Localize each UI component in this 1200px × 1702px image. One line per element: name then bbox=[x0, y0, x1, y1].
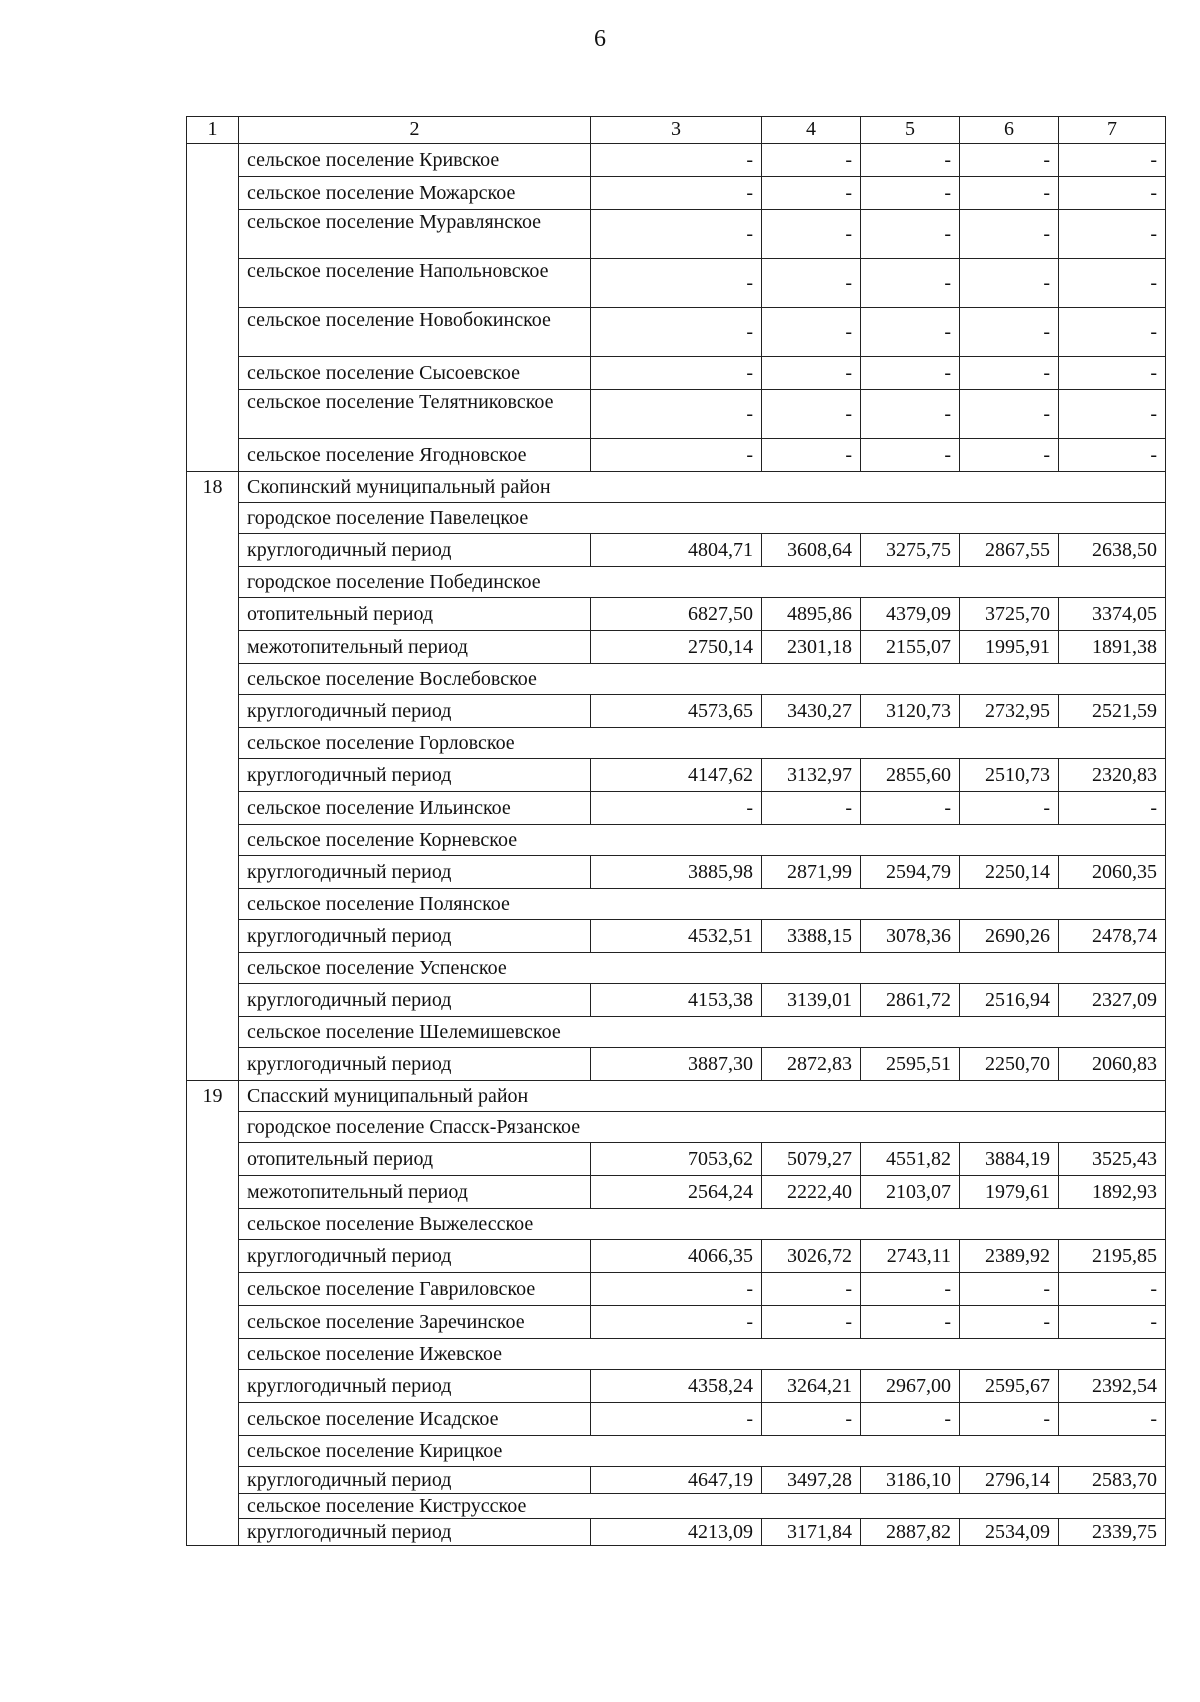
table-row bbox=[187, 177, 1166, 210]
value-cell: 2250,70 bbox=[960, 1048, 1059, 1081]
table-row bbox=[187, 1370, 1166, 1403]
value-cell: 2743,11 bbox=[861, 1240, 960, 1273]
value-cell: - bbox=[762, 308, 861, 357]
value-cell: - bbox=[1059, 439, 1166, 472]
value-cell: 2339,75 bbox=[1059, 1519, 1166, 1546]
row-label: Скопинский муниципальный район bbox=[239, 472, 1166, 503]
value-cell: 2521,59 bbox=[1059, 695, 1166, 728]
row-label: отопительный период bbox=[239, 1143, 591, 1176]
row-label: городское поселение Побединское bbox=[239, 567, 1166, 598]
value-cell: - bbox=[960, 210, 1059, 259]
value-cell: 2155,07 bbox=[861, 631, 960, 664]
value-cell: - bbox=[762, 177, 861, 210]
value-cell: 3132,97 bbox=[762, 759, 861, 792]
table-row bbox=[187, 1403, 1166, 1436]
value-cell: 3884,19 bbox=[960, 1143, 1059, 1176]
row-label: сельское поселение Успенское bbox=[239, 953, 1166, 984]
row-label: сельское поселение Муравлянское bbox=[239, 210, 591, 259]
value-cell: - bbox=[1059, 357, 1166, 390]
value-cell: 2887,82 bbox=[861, 1519, 960, 1546]
value-cell: 2638,50 bbox=[1059, 534, 1166, 567]
table-row bbox=[187, 598, 1166, 631]
value-cell: - bbox=[591, 144, 762, 177]
table-row bbox=[187, 144, 1166, 177]
row-label: круглогодичный период bbox=[239, 920, 591, 953]
value-cell: 3430,27 bbox=[762, 695, 861, 728]
row-label: сельское поселение Можарское bbox=[239, 177, 591, 210]
value-cell: - bbox=[762, 1403, 861, 1436]
section-row bbox=[187, 1209, 1166, 1240]
row-label: сельское поселение Вослебовское bbox=[239, 664, 1166, 695]
value-cell: 4066,35 bbox=[591, 1240, 762, 1273]
section-row bbox=[187, 1436, 1166, 1467]
table-row bbox=[187, 1467, 1166, 1494]
value-cell: 4573,65 bbox=[591, 695, 762, 728]
section-row bbox=[187, 1494, 1166, 1519]
value-cell: - bbox=[861, 1306, 960, 1339]
value-cell: 2861,72 bbox=[861, 984, 960, 1017]
row-number-cell: 19 bbox=[187, 1081, 239, 1546]
row-label: круглогодичный период bbox=[239, 1370, 591, 1403]
row-label: круглогодичный период bbox=[239, 1519, 591, 1546]
row-label: сельское поселение Телятниковское bbox=[239, 390, 591, 439]
value-cell: - bbox=[960, 390, 1059, 439]
value-cell: - bbox=[1059, 177, 1166, 210]
value-cell: 3887,30 bbox=[591, 1048, 762, 1081]
value-cell: 1891,38 bbox=[1059, 631, 1166, 664]
value-cell: - bbox=[591, 390, 762, 439]
value-cell: 2222,40 bbox=[762, 1176, 861, 1209]
row-label: круглогодичный период bbox=[239, 1467, 591, 1494]
row-label: межотопительный период bbox=[239, 631, 591, 664]
value-cell: - bbox=[960, 1306, 1059, 1339]
section-row bbox=[187, 953, 1166, 984]
value-cell: - bbox=[861, 792, 960, 825]
value-cell: 3725,70 bbox=[960, 598, 1059, 631]
value-cell: 3388,15 bbox=[762, 920, 861, 953]
value-cell: - bbox=[762, 792, 861, 825]
value-cell: 4153,38 bbox=[591, 984, 762, 1017]
value-cell: 5079,27 bbox=[762, 1143, 861, 1176]
value-cell: 3078,36 bbox=[861, 920, 960, 953]
value-cell: 2564,24 bbox=[591, 1176, 762, 1209]
value-cell: - bbox=[591, 439, 762, 472]
row-label: сельское поселение Полянское bbox=[239, 889, 1166, 920]
row-label: круглогодичный период bbox=[239, 534, 591, 567]
row-label: круглогодичный период bbox=[239, 1048, 591, 1081]
value-cell: - bbox=[861, 439, 960, 472]
section-row bbox=[187, 889, 1166, 920]
value-cell: - bbox=[861, 1403, 960, 1436]
table-row bbox=[187, 1519, 1166, 1546]
value-cell: - bbox=[591, 357, 762, 390]
table-row bbox=[187, 856, 1166, 889]
row-label: Спасский муниципальный район bbox=[239, 1081, 1166, 1112]
table-row bbox=[187, 1048, 1166, 1081]
row-label: сельское поселение Исадское bbox=[239, 1403, 591, 1436]
row-label: отопительный период bbox=[239, 598, 591, 631]
value-cell: 3171,84 bbox=[762, 1519, 861, 1546]
value-cell: - bbox=[1059, 1403, 1166, 1436]
value-cell: - bbox=[591, 210, 762, 259]
value-cell: - bbox=[591, 1403, 762, 1436]
value-cell: - bbox=[960, 357, 1059, 390]
row-label: сельское поселение Ягодновское bbox=[239, 439, 591, 472]
header-cell: 3 bbox=[591, 117, 762, 144]
value-cell: - bbox=[861, 390, 960, 439]
value-cell: - bbox=[960, 177, 1059, 210]
value-cell: 1979,61 bbox=[960, 1176, 1059, 1209]
row-number-cell: 18 bbox=[187, 472, 239, 1081]
row-label: сельское поселение Ильинское bbox=[239, 792, 591, 825]
row-label: круглогодичный период bbox=[239, 856, 591, 889]
row-label: сельское поселение Корневское bbox=[239, 825, 1166, 856]
value-cell: - bbox=[861, 210, 960, 259]
value-cell: 2595,67 bbox=[960, 1370, 1059, 1403]
table-row bbox=[187, 631, 1166, 664]
value-cell: 2060,35 bbox=[1059, 856, 1166, 889]
row-label: сельское поселение Выжелесское bbox=[239, 1209, 1166, 1240]
value-cell: 2583,70 bbox=[1059, 1467, 1166, 1494]
value-cell: 2327,09 bbox=[1059, 984, 1166, 1017]
value-cell: 2872,83 bbox=[762, 1048, 861, 1081]
value-cell: 3608,64 bbox=[762, 534, 861, 567]
row-label: сельское поселение Гавриловское bbox=[239, 1273, 591, 1306]
row-label: сельское поселение Ижевское bbox=[239, 1339, 1166, 1370]
value-cell: - bbox=[591, 1273, 762, 1306]
row-label: сельское поселение Новобокинское bbox=[239, 308, 591, 357]
value-cell: - bbox=[1059, 259, 1166, 308]
value-cell: - bbox=[861, 357, 960, 390]
row-label: сельское поселение Горловское bbox=[239, 728, 1166, 759]
value-cell: 2855,60 bbox=[861, 759, 960, 792]
section-row bbox=[187, 1081, 1166, 1112]
table-row bbox=[187, 259, 1166, 308]
value-cell: - bbox=[861, 177, 960, 210]
value-cell: - bbox=[762, 210, 861, 259]
row-label: городское поселение Спасск-Рязанское bbox=[239, 1112, 1166, 1143]
value-cell: 3525,43 bbox=[1059, 1143, 1166, 1176]
value-cell: - bbox=[1059, 390, 1166, 439]
value-cell: 2389,92 bbox=[960, 1240, 1059, 1273]
header-cell: 7 bbox=[1059, 117, 1166, 144]
table-row bbox=[187, 1240, 1166, 1273]
value-cell: - bbox=[762, 390, 861, 439]
row-label: сельское поселение Сысоевское bbox=[239, 357, 591, 390]
value-cell: 2867,55 bbox=[960, 534, 1059, 567]
row-label: сельское поселение Кирицкое bbox=[239, 1436, 1166, 1467]
value-cell: - bbox=[591, 308, 762, 357]
row-label: круглогодичный период bbox=[239, 759, 591, 792]
table-row bbox=[187, 390, 1166, 439]
table-row bbox=[187, 357, 1166, 390]
header-cell: 1 bbox=[187, 117, 239, 144]
value-cell: 2478,74 bbox=[1059, 920, 1166, 953]
value-cell: - bbox=[591, 792, 762, 825]
value-cell: - bbox=[1059, 308, 1166, 357]
row-label: круглогодичный период bbox=[239, 695, 591, 728]
value-cell: - bbox=[960, 792, 1059, 825]
value-cell: 3120,73 bbox=[861, 695, 960, 728]
table-row bbox=[187, 534, 1166, 567]
table-row bbox=[187, 759, 1166, 792]
value-cell: - bbox=[861, 1273, 960, 1306]
value-cell: - bbox=[1059, 792, 1166, 825]
value-cell: 4647,19 bbox=[591, 1467, 762, 1494]
value-cell: 2392,54 bbox=[1059, 1370, 1166, 1403]
value-cell: 2060,83 bbox=[1059, 1048, 1166, 1081]
value-cell: 3139,01 bbox=[762, 984, 861, 1017]
row-label: круглогодичный период bbox=[239, 984, 591, 1017]
header-row bbox=[187, 117, 1166, 144]
row-label: городское поселение Павелецкое bbox=[239, 503, 1166, 534]
table-row bbox=[187, 1306, 1166, 1339]
value-cell: - bbox=[1059, 144, 1166, 177]
header-cell: 4 bbox=[762, 117, 861, 144]
value-cell: 3186,10 bbox=[861, 1467, 960, 1494]
row-label: сельское поселение Шелемишевское bbox=[239, 1017, 1166, 1048]
table-row bbox=[187, 984, 1166, 1017]
value-cell: - bbox=[861, 308, 960, 357]
row-label: межотопительный период bbox=[239, 1176, 591, 1209]
table-row bbox=[187, 308, 1166, 357]
value-cell: 2750,14 bbox=[591, 631, 762, 664]
header-cell: 5 bbox=[861, 117, 960, 144]
value-cell: 2195,85 bbox=[1059, 1240, 1166, 1273]
section-row bbox=[187, 472, 1166, 503]
value-cell: - bbox=[861, 144, 960, 177]
value-cell: 2594,79 bbox=[861, 856, 960, 889]
value-cell: - bbox=[960, 308, 1059, 357]
value-cell: 2871,99 bbox=[762, 856, 861, 889]
value-cell: 2732,95 bbox=[960, 695, 1059, 728]
value-cell: - bbox=[762, 144, 861, 177]
section-row bbox=[187, 1112, 1166, 1143]
value-cell: 2301,18 bbox=[762, 631, 861, 664]
value-cell: 1892,93 bbox=[1059, 1176, 1166, 1209]
value-cell: 2967,00 bbox=[861, 1370, 960, 1403]
value-cell: 2595,51 bbox=[861, 1048, 960, 1081]
section-row bbox=[187, 825, 1166, 856]
value-cell: - bbox=[591, 177, 762, 210]
value-cell: - bbox=[960, 144, 1059, 177]
table-row bbox=[187, 439, 1166, 472]
table-row bbox=[187, 1143, 1166, 1176]
value-cell: - bbox=[960, 1403, 1059, 1436]
value-cell: 4551,82 bbox=[861, 1143, 960, 1176]
value-cell: 2103,07 bbox=[861, 1176, 960, 1209]
table-row bbox=[187, 695, 1166, 728]
row-label: сельское поселение Киструсское bbox=[239, 1494, 1166, 1519]
value-cell: 2690,26 bbox=[960, 920, 1059, 953]
table-row bbox=[187, 920, 1166, 953]
row-label: сельское поселение Заречинское bbox=[239, 1306, 591, 1339]
value-cell: 2534,09 bbox=[960, 1519, 1059, 1546]
value-cell: - bbox=[762, 357, 861, 390]
value-cell: 2510,73 bbox=[960, 759, 1059, 792]
value-cell: - bbox=[591, 1306, 762, 1339]
value-cell: - bbox=[1059, 1306, 1166, 1339]
section-row bbox=[187, 728, 1166, 759]
value-cell: 4358,24 bbox=[591, 1370, 762, 1403]
value-cell: - bbox=[960, 1273, 1059, 1306]
value-cell: 4379,09 bbox=[861, 598, 960, 631]
section-row bbox=[187, 503, 1166, 534]
section-row bbox=[187, 1339, 1166, 1370]
table-row bbox=[187, 792, 1166, 825]
table-row bbox=[187, 1176, 1166, 1209]
section-row bbox=[187, 567, 1166, 598]
value-cell: 3264,21 bbox=[762, 1370, 861, 1403]
value-cell: 4147,62 bbox=[591, 759, 762, 792]
value-cell: 2320,83 bbox=[1059, 759, 1166, 792]
value-cell: 6827,50 bbox=[591, 598, 762, 631]
value-cell: 4804,71 bbox=[591, 534, 762, 567]
value-cell: 2796,14 bbox=[960, 1467, 1059, 1494]
section-row bbox=[187, 664, 1166, 695]
row-label: сельское поселение Напольновское bbox=[239, 259, 591, 308]
value-cell: 4532,51 bbox=[591, 920, 762, 953]
value-cell: - bbox=[960, 439, 1059, 472]
value-cell: 2250,14 bbox=[960, 856, 1059, 889]
table-row bbox=[187, 210, 1166, 259]
value-cell: 3885,98 bbox=[591, 856, 762, 889]
value-cell: - bbox=[1059, 1273, 1166, 1306]
value-cell: - bbox=[762, 259, 861, 308]
value-cell: 3374,05 bbox=[1059, 598, 1166, 631]
value-cell: - bbox=[960, 259, 1059, 308]
value-cell: - bbox=[1059, 210, 1166, 259]
value-cell: - bbox=[591, 259, 762, 308]
value-cell: 2516,94 bbox=[960, 984, 1059, 1017]
header-cell: 2 bbox=[239, 117, 591, 144]
header-cell: 6 bbox=[960, 117, 1059, 144]
row-number-cell bbox=[187, 144, 239, 472]
value-cell: - bbox=[762, 1306, 861, 1339]
page-number: 6 bbox=[594, 26, 606, 52]
table-row bbox=[187, 1273, 1166, 1306]
tariff-table bbox=[186, 116, 1166, 1546]
value-cell: 4895,86 bbox=[762, 598, 861, 631]
value-cell: 3026,72 bbox=[762, 1240, 861, 1273]
row-label: круглогодичный период bbox=[239, 1240, 591, 1273]
value-cell: 3275,75 bbox=[861, 534, 960, 567]
value-cell: - bbox=[762, 1273, 861, 1306]
section-row bbox=[187, 1017, 1166, 1048]
value-cell: 3497,28 bbox=[762, 1467, 861, 1494]
value-cell: 7053,62 bbox=[591, 1143, 762, 1176]
value-cell: 1995,91 bbox=[960, 631, 1059, 664]
value-cell: 4213,09 bbox=[591, 1519, 762, 1546]
value-cell: - bbox=[861, 259, 960, 308]
row-label: сельское поселение Кривское bbox=[239, 144, 591, 177]
value-cell: - bbox=[762, 439, 861, 472]
